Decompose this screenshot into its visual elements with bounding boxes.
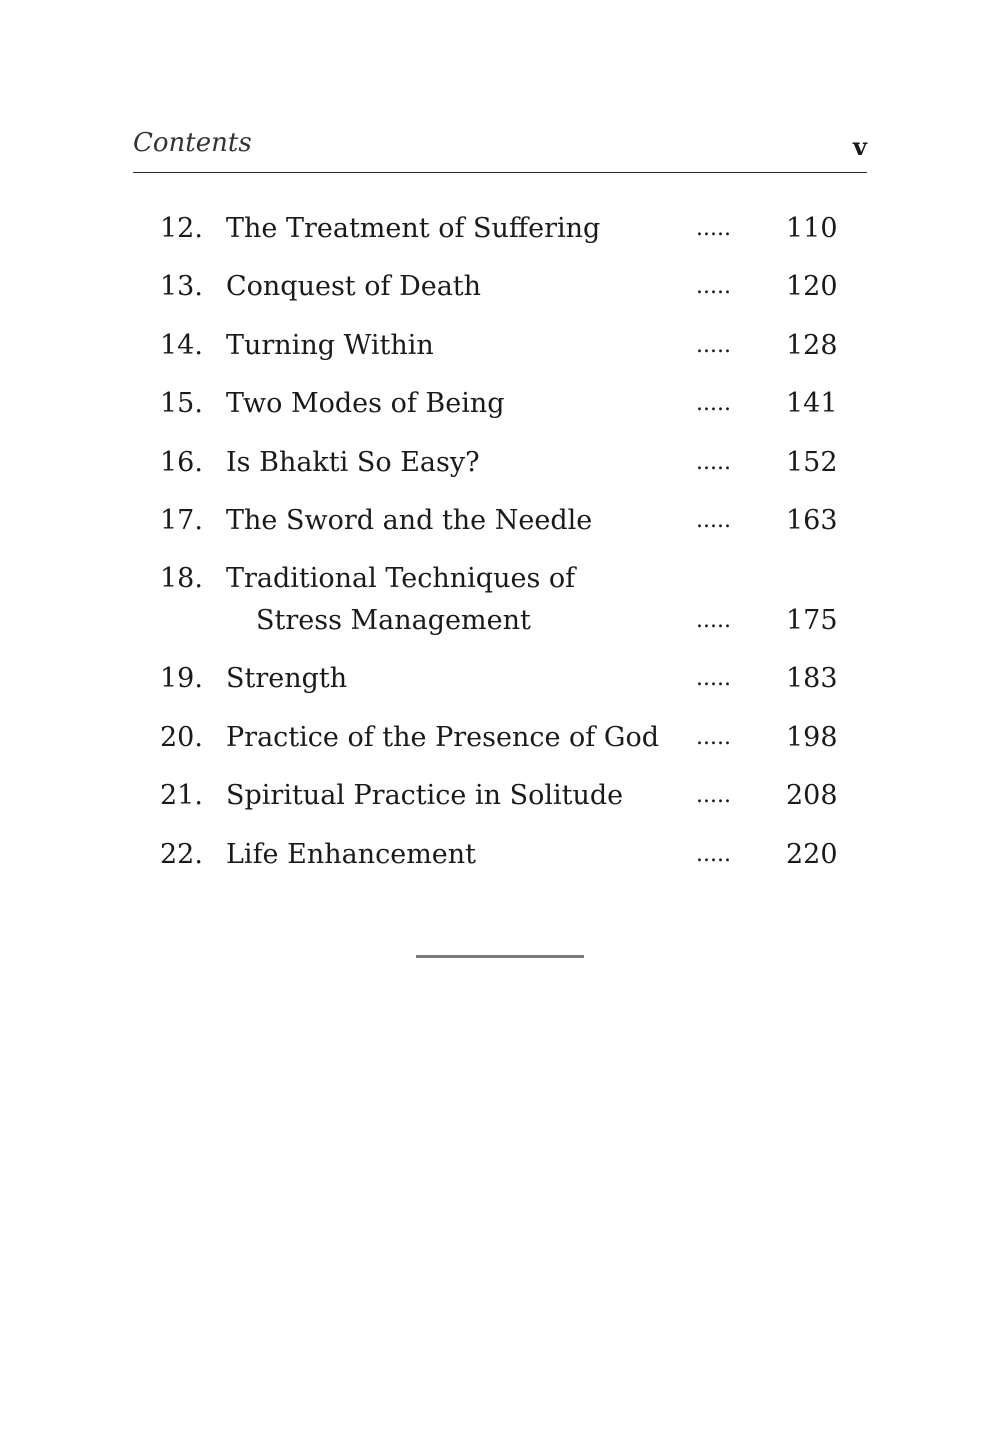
toc-entry-title: Traditional Techniques of <box>226 563 576 595</box>
toc-entry-number: 16. <box>160 446 203 478</box>
toc-entry-page: 220 <box>786 838 838 870</box>
toc-entry-page: 183 <box>786 663 838 695</box>
toc-entry-number: 20. <box>160 721 203 753</box>
toc-entry-title: Is Bhakti So Easy? <box>226 446 480 478</box>
toc-entry-page: 141 <box>786 388 838 420</box>
running-head <box>133 126 867 173</box>
toc-entry-title: The Sword and the Needle <box>226 504 593 536</box>
toc-entry-title: Spiritual Practice in Solitude <box>226 780 624 812</box>
toc-entry[interactable] <box>160 715 860 773</box>
toc-entry-number: 12. <box>160 213 203 244</box>
toc-entry-leader: ..... <box>696 391 731 417</box>
table-of-contents <box>160 206 860 890</box>
toc-entry-number: 13. <box>160 271 203 303</box>
section-end-rule <box>416 955 584 958</box>
toc-entry-page: 128 <box>786 329 838 361</box>
toc-entry[interactable] <box>160 206 860 264</box>
toc-entry[interactable] <box>160 556 860 656</box>
toc-entry-title: Turning Within <box>226 329 434 361</box>
toc-entry-page: 163 <box>786 504 838 536</box>
toc-entry-number: 19. <box>160 663 203 695</box>
toc-entry-title: Life Enhancement <box>226 838 477 870</box>
toc-entry-page: 152 <box>786 446 838 478</box>
toc-entry[interactable] <box>160 440 860 498</box>
toc-entry[interactable] <box>160 381 860 439</box>
toc-entry-title: Practice of the Presence of God <box>226 721 659 753</box>
toc-entry-title: Strength <box>226 663 348 695</box>
toc-entry-leader: ..... <box>696 783 731 809</box>
toc-entry-leader: ..... <box>696 608 731 634</box>
toc-entry-leader: ..... <box>696 507 731 533</box>
running-title: Contents <box>133 128 252 158</box>
toc-entry-leader: ..... <box>696 449 731 475</box>
toc-entry[interactable] <box>160 264 860 322</box>
toc-entry-leader: ..... <box>696 216 731 241</box>
toc-entry-number: 18. <box>160 563 203 595</box>
toc-entry-page: 110 <box>786 213 838 244</box>
toc-entry[interactable] <box>160 832 860 890</box>
toc-entry-title: Conquest of Death <box>226 271 482 303</box>
toc-entry-leader: ..... <box>696 666 731 692</box>
toc-entry-page: 198 <box>786 721 838 753</box>
toc-entry-number: 14. <box>160 329 203 361</box>
toc-entry-number: 15. <box>160 388 203 420</box>
toc-entry-page: 175 <box>786 605 838 637</box>
toc-entry[interactable] <box>160 656 860 714</box>
toc-entry-number: 21. <box>160 780 203 812</box>
toc-entry-title-continued: Stress Management <box>256 605 531 637</box>
toc-entry-leader: ..... <box>696 724 731 750</box>
page-number: v <box>853 132 867 161</box>
toc-entry-title: Two Modes of Being <box>226 388 505 420</box>
toc-entry[interactable] <box>160 323 860 381</box>
toc-entry-page: 208 <box>786 780 838 812</box>
toc-entry-leader: ..... <box>696 274 731 300</box>
toc-entry-number: 22. <box>160 838 203 870</box>
toc-entry[interactable] <box>160 773 860 831</box>
toc-entry-page: 120 <box>786 271 838 303</box>
toc-entry-title: The Treatment of Suffering <box>226 213 601 244</box>
toc-entry-number: 17. <box>160 504 203 536</box>
toc-entry-leader: ..... <box>696 841 731 867</box>
toc-entry[interactable] <box>160 498 860 556</box>
toc-entry-leader: ..... <box>696 332 731 358</box>
